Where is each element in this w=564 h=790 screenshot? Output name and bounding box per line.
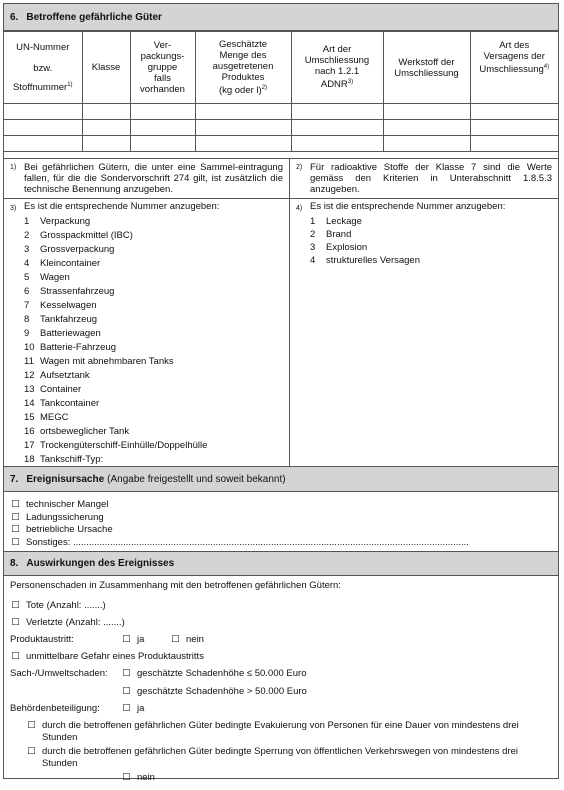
item-number: 17	[24, 440, 35, 451]
table-cell[interactable]	[291, 120, 383, 136]
list-item	[24, 411, 283, 425]
item-label: Grosspackmittel (IBC)	[40, 230, 133, 241]
table-row	[4, 136, 558, 152]
option-label: technischer Mangel	[26, 499, 109, 510]
item-label: Kesselwagen	[40, 300, 97, 311]
footnote-4	[290, 199, 558, 466]
item-label: Container	[40, 384, 82, 395]
option-label: Tote (Anzahl: .......)	[26, 600, 106, 611]
option-schaden-gt-50000[interactable]	[121, 686, 307, 697]
list-item	[24, 355, 283, 369]
option-produktaustritt-nein[interactable]	[170, 634, 204, 645]
goods-table	[4, 31, 558, 152]
col3-sup: 2)	[261, 84, 268, 91]
option-produktaustritt-ja[interactable]	[121, 634, 144, 645]
section7-title: Ereignisursache	[26, 473, 105, 485]
item-label: Tankcontainer	[40, 398, 100, 409]
option-label: geschätzte Schadenhöhe > 50.000 Euro	[137, 686, 307, 697]
item-label: Brand	[326, 229, 352, 240]
footnote-3	[4, 199, 290, 466]
section7-header	[4, 467, 558, 492]
item-number: 11	[24, 356, 34, 367]
list-item	[24, 383, 283, 397]
option-betriebliche-ursache[interactable]	[10, 524, 558, 537]
table-cell[interactable]	[195, 136, 291, 152]
section6-title: Betroffene gefährliche Güter	[26, 11, 162, 23]
option-label: Sonstiges: ......................................................................................................................................................	[26, 536, 469, 548]
item-number: 1	[24, 216, 30, 227]
item-label: Trockengüterschiff-Einhülle/Doppelhülle	[40, 440, 208, 451]
table-cell[interactable]	[4, 136, 82, 152]
footnotes-1-2	[4, 159, 558, 199]
item-label: ortsbeweglicher Tank	[40, 426, 130, 437]
produktaustritt-label: Produktaustritt:	[10, 634, 74, 645]
col-header-versagen	[470, 32, 558, 104]
item-label: Aufsetztank	[40, 370, 90, 381]
option-technischer-mangel[interactable]	[10, 499, 558, 512]
footnote-3-number: 3)	[10, 205, 17, 212]
checkbox-icon[interactable]: ☐	[122, 772, 131, 783]
col4-sup: 3)	[347, 79, 354, 86]
col3-line2: ausgetretenen	[212, 60, 274, 72]
col-header-klasse	[82, 32, 130, 104]
goods-table-header	[4, 32, 558, 104]
col-header-umschliessung	[291, 32, 383, 104]
item-label: Explosion	[326, 242, 368, 253]
table-cell[interactable]	[383, 120, 470, 136]
list-item	[24, 215, 283, 229]
personenschaden-intro: Personenschaden in Zusammenhang mit den betroffenen gefährlichen Gütern:	[10, 580, 341, 591]
section8-header	[4, 552, 558, 576]
col3-line0: Geschätzte	[218, 38, 268, 50]
item-label: Batterie-Fahrzeug	[40, 342, 117, 353]
option-sperrung[interactable]	[26, 746, 556, 769]
table-cell[interactable]	[82, 136, 130, 152]
footnote-4-number: 4)	[296, 205, 303, 212]
checkbox-icon[interactable]: ☐	[11, 536, 20, 548]
item-number: 2	[310, 229, 316, 240]
item-label: Grossverpackung	[40, 244, 115, 255]
col3-line4: (kg oder l)	[218, 85, 262, 97]
table-cell[interactable]	[195, 120, 291, 136]
col5-line0: Werkstoff der	[398, 56, 455, 68]
section8-body	[4, 576, 558, 790]
option-behoerden-nein[interactable]	[121, 772, 155, 783]
option-label: geschätzte Schadenhöhe ≤ 50.000 Euro	[137, 668, 307, 679]
checkbox-icon[interactable]: ☐	[122, 686, 131, 697]
section7-subtitle: (Angabe freigestellt und soweit bekannt)	[107, 473, 286, 485]
item-number: 3	[24, 244, 30, 255]
list-item	[24, 369, 283, 383]
item-number: 7	[24, 300, 30, 311]
form-page	[3, 3, 559, 783]
option-label: Ladungssicherung	[26, 511, 104, 523]
section8-number: 8.	[10, 558, 19, 569]
checkbox-icon[interactable]: ☐	[11, 499, 20, 510]
item-number: 3	[310, 242, 316, 253]
item-number: 8	[24, 314, 30, 325]
col0-line0: UN-Nummer	[16, 41, 70, 53]
checkbox-icon[interactable]: ☐	[11, 600, 20, 611]
table-cell[interactable]	[130, 104, 195, 120]
option-schaden-le-50000[interactable]	[121, 668, 306, 679]
list-item	[24, 257, 283, 271]
behoerdenbeteiligung-label: Behördenbeteiligung:	[10, 703, 100, 714]
item-number: 2	[24, 230, 30, 241]
table-cell[interactable]	[470, 104, 558, 120]
item-label: Kleincontainer	[40, 258, 101, 269]
list-item	[24, 327, 283, 341]
item-label: Tankschiff-Typ:	[40, 454, 104, 465]
table-cell[interactable]	[470, 120, 558, 136]
footnote-2-number: 2)	[296, 164, 303, 171]
table-cell[interactable]	[383, 104, 470, 120]
list-item	[24, 229, 283, 243]
item-label: Strassenfahrzeug	[40, 286, 115, 297]
sach-umweltschaden-label: Sach-/Umweltschaden:	[10, 668, 108, 679]
list-item	[24, 285, 283, 299]
col3-line3: Produktes	[221, 71, 265, 83]
col6-line2: Umschliessung	[479, 64, 544, 76]
option-unmittelbare-gefahr[interactable]	[10, 651, 204, 662]
col0-line1: bzw.	[33, 62, 53, 74]
footnote-1-number: 1)	[10, 164, 17, 171]
item-label: Wagen	[40, 272, 70, 283]
list-item	[24, 313, 283, 327]
item-number: 15	[24, 412, 35, 423]
list-item	[310, 254, 552, 267]
table-cell[interactable]	[383, 136, 470, 152]
col2-line0: Ver-	[153, 40, 172, 51]
checkbox-icon[interactable]: ☐	[11, 651, 20, 662]
section6-number: 6.	[10, 11, 19, 23]
item-label: Leckage	[326, 216, 362, 227]
col0-sup: 1)	[67, 81, 73, 88]
col1-line0: Klasse	[91, 62, 121, 73]
col2-line2: gruppe	[147, 62, 178, 73]
versagen-list	[310, 215, 552, 267]
list-item	[24, 425, 283, 439]
table-row	[4, 104, 558, 120]
item-label: Wagen mit abnehmbaren Tanks	[40, 356, 174, 367]
option-evakuierung[interactable]	[26, 720, 556, 743]
section7-body	[4, 492, 558, 552]
col6-line1: Versagens der	[483, 51, 545, 62]
table-cell[interactable]	[82, 120, 130, 136]
table-cell[interactable]	[470, 136, 558, 152]
list-item	[24, 341, 283, 355]
option-label: Verletzte (Anzahl: .......)	[26, 617, 125, 628]
item-number: 18	[24, 454, 35, 465]
table-cell[interactable]	[195, 104, 291, 120]
col4-line1: Umschliessung	[304, 55, 370, 67]
item-number: 4	[24, 258, 30, 269]
list-item	[24, 397, 283, 411]
option-label: unmittelbare Gefahr eines Produktaustritts	[26, 651, 204, 662]
list-item	[310, 215, 552, 228]
list-item	[24, 243, 283, 257]
list-item	[310, 228, 552, 241]
option-verletzte[interactable]	[10, 617, 125, 628]
table-cell[interactable]	[130, 136, 195, 152]
col0-line2: Stoffnummer	[12, 82, 68, 94]
umschliessung-list	[24, 215, 283, 467]
table-cell[interactable]	[4, 120, 82, 136]
checkbox-icon[interactable]: ☐	[122, 668, 131, 679]
list-item	[24, 439, 283, 453]
footnote-3-intro: Es ist die entsprechende Nummer anzugeben:	[24, 201, 220, 212]
col4-line2: nach 1.2.1	[314, 66, 360, 78]
col6-sup: 4)	[543, 64, 550, 70]
footnote-2	[290, 159, 558, 198]
option-label: nein	[186, 634, 204, 645]
col-header-un-nummer	[4, 32, 82, 104]
option-tote[interactable]	[10, 600, 106, 611]
option-label: ja	[137, 634, 145, 645]
col2-line4: vorhanden	[140, 84, 185, 95]
divider	[4, 152, 558, 159]
checkbox-icon[interactable]: ☐	[122, 703, 131, 714]
col4-line3: ADNR	[320, 79, 348, 91]
col6-line0: Art des	[499, 40, 530, 51]
col3-line1: Menge des	[219, 49, 267, 61]
checkbox-icon[interactable]: ☐	[122, 634, 131, 645]
item-label: Tankfahrzeug	[40, 314, 98, 325]
section6-header	[4, 4, 558, 31]
item-number: 14	[24, 398, 35, 409]
option-label: ja	[137, 703, 145, 714]
option-label: durch die betroffenen gefährlichen Güter bedingte Evakuierung von Personen für eine Dauer von mindestens drei Stunden	[42, 720, 519, 743]
col-header-werkstoff	[383, 32, 470, 104]
item-number: 9	[24, 328, 30, 339]
item-label: MEGC	[40, 412, 69, 423]
col2-line1: packungs-	[140, 51, 185, 62]
item-number: 5	[24, 272, 30, 283]
table-cell[interactable]	[291, 104, 383, 120]
list-item	[24, 299, 283, 313]
checkbox-icon[interactable]: ☐	[11, 524, 20, 535]
checkbox-icon[interactable]: ☐	[27, 720, 36, 731]
item-number: 4	[310, 255, 316, 266]
section8-title: Auswirkungen des Ereignisses	[26, 558, 175, 569]
checkbox-icon[interactable]: ☐	[11, 617, 20, 628]
option-ladungssicherung[interactable]	[10, 512, 558, 525]
list-item	[24, 271, 283, 285]
item-number: 6	[24, 286, 30, 297]
footnote-4-intro: Es ist die entsprechende Nummer anzugeben:	[310, 201, 506, 212]
table-cell[interactable]	[130, 120, 195, 136]
list-item	[310, 241, 552, 254]
section7-number: 7.	[10, 473, 19, 485]
item-label: strukturelles Versagen	[326, 255, 420, 266]
item-number: 12	[24, 370, 35, 381]
col-header-verpackungsgruppe	[130, 32, 195, 104]
option-behoerden-ja[interactable]	[121, 703, 144, 714]
option-label: durch die betroffenen gefährlichen Güter bedingte Sperrung von öffentlichen Verkehrswegen von mindestens drei Stunden	[42, 746, 519, 769]
item-number: 1	[310, 216, 316, 227]
item-label: Verpackung	[40, 216, 91, 227]
option-label: nein	[137, 772, 155, 783]
footnote-1-text: Bei gefährlichen Gütern, die unter eine Sammel-eintragung fallen, für die die Sondervorschrift 274 gilt, ist zusätzlich die technische Benennung anzugeben.	[24, 162, 283, 195]
option-sonstiges[interactable]	[10, 537, 558, 550]
list-item	[24, 453, 283, 467]
table-cell[interactable]	[291, 136, 383, 152]
option-label: betriebliche Ursache	[26, 524, 113, 535]
item-number: 13	[24, 384, 35, 395]
col-header-menge	[195, 32, 291, 104]
checkbox-icon[interactable]: ☐	[171, 634, 180, 645]
col5-line1: Umschliessung	[394, 67, 459, 79]
col2-line3: falls	[154, 73, 171, 84]
item-number: 16	[24, 426, 35, 437]
table-cell[interactable]	[4, 104, 82, 120]
item-label: Batteriewagen	[40, 328, 101, 339]
col4-line0: Art der	[322, 44, 352, 56]
footnote-2-text: Für radioaktive Stoffe der Klasse 7 sind die Werte gemäss den Kriterien in Unterabschnitt 1.8.5.3 anzugeben.	[310, 162, 552, 195]
checkbox-icon[interactable]: ☐	[27, 746, 36, 757]
footnote-1	[4, 159, 290, 198]
item-number: 10	[24, 342, 35, 353]
table-cell[interactable]	[82, 104, 130, 120]
checkbox-icon[interactable]: ☐	[11, 511, 20, 523]
table-row	[4, 120, 558, 136]
footnotes-3-4	[4, 199, 558, 467]
